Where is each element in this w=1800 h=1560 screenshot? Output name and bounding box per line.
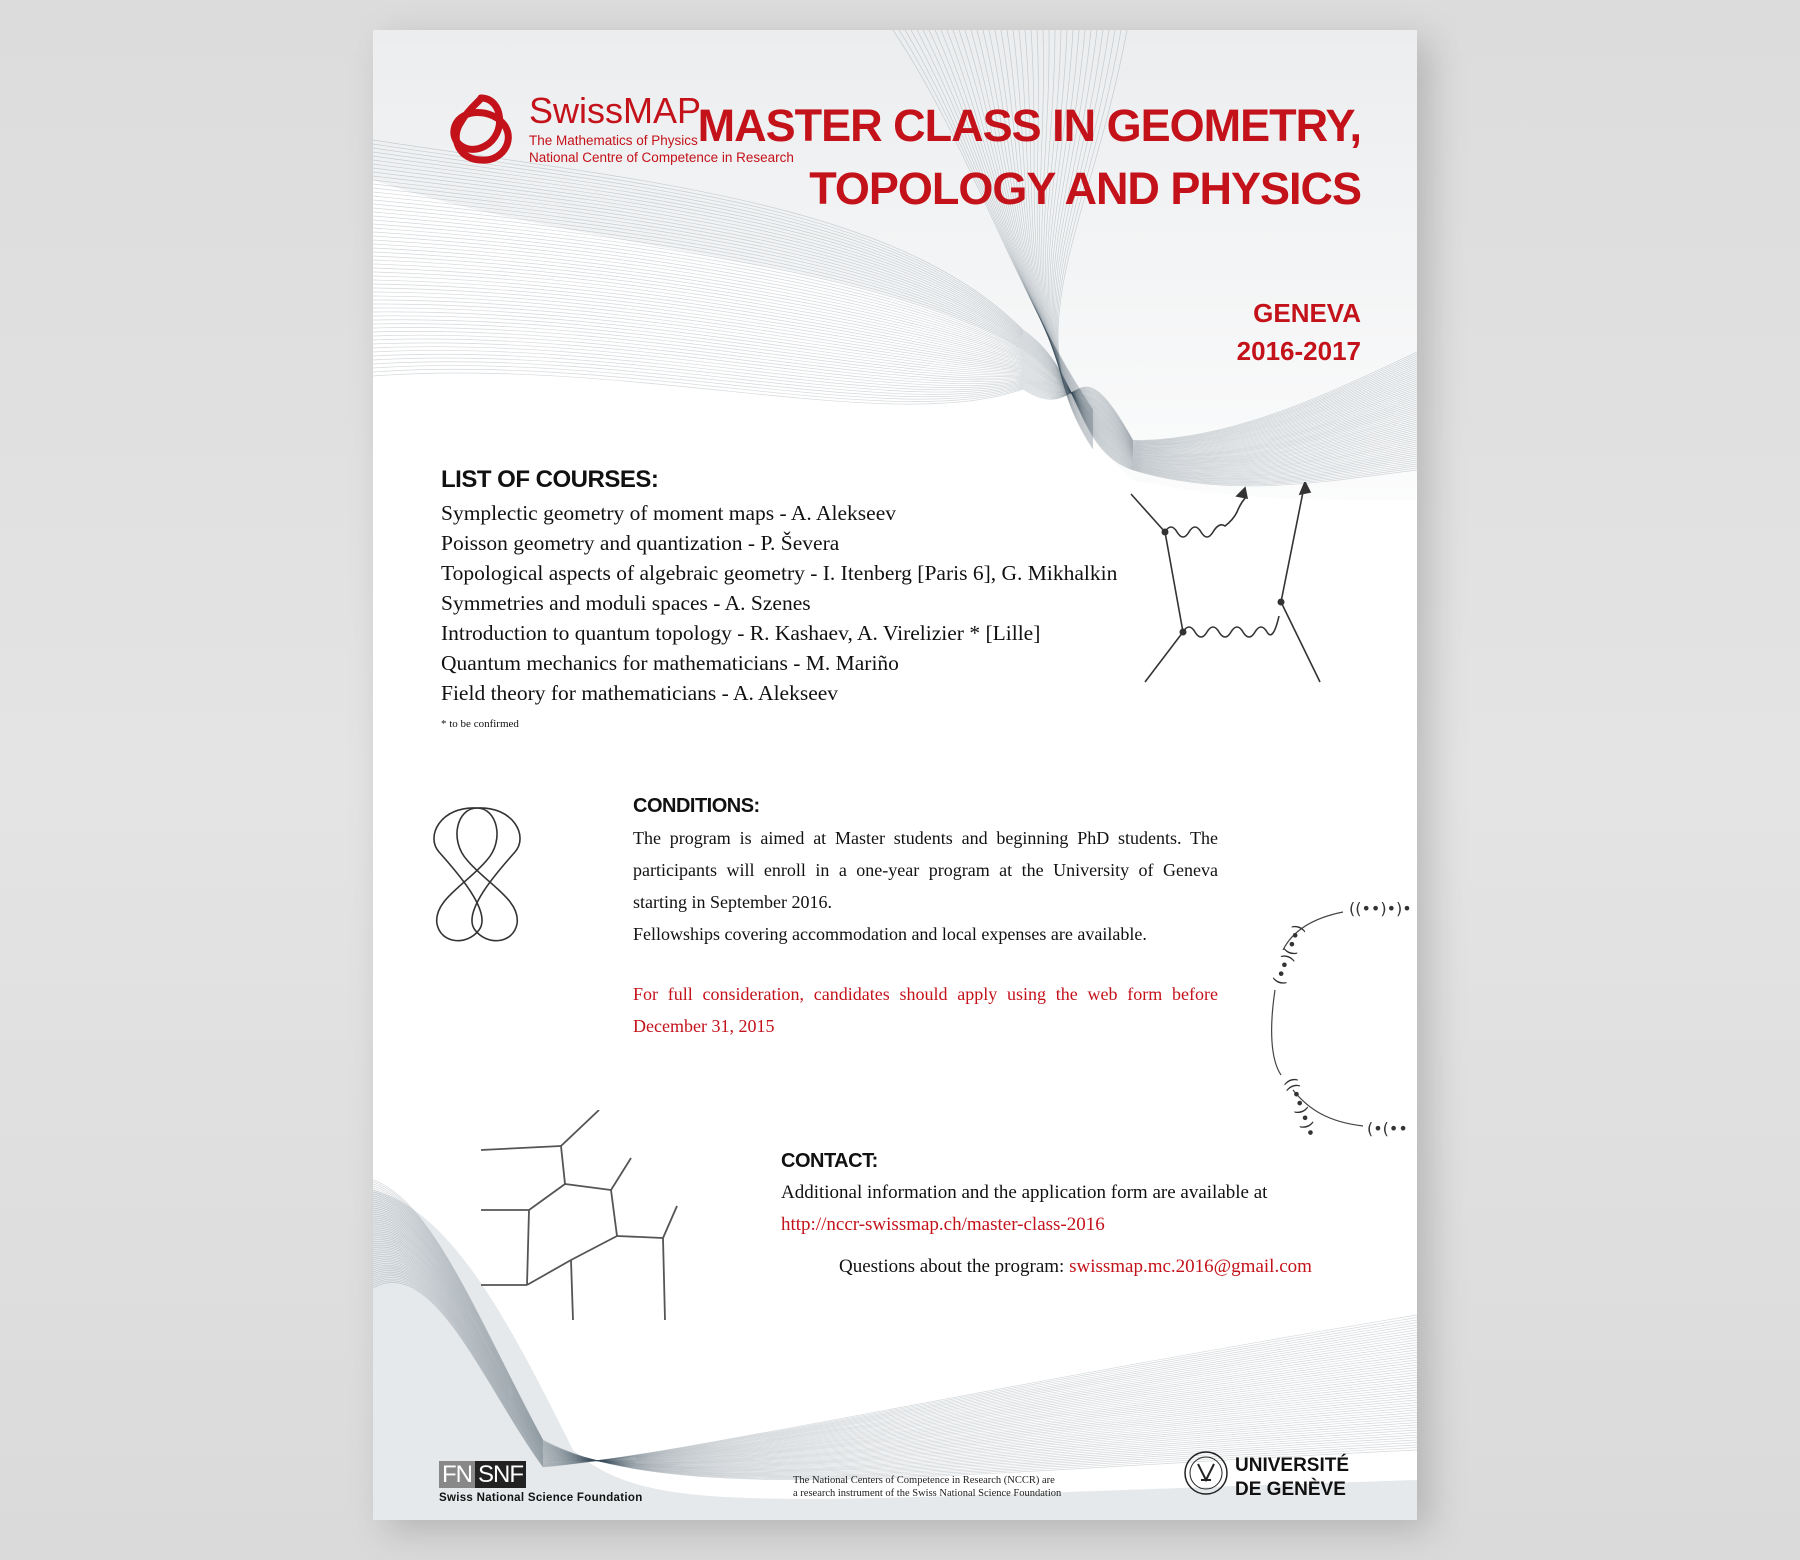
contact-email-link[interactable]: swissmap.mc.2016@gmail.com — [1069, 1256, 1312, 1277]
conditions-section — [633, 795, 1218, 1042]
university-seal-icon — [1183, 1450, 1229, 1496]
course-item: Topological aspects of algebraic geometry - I. Itenberg [Paris 6], G. Mikhalkin — [441, 561, 1118, 585]
courses-heading: LIST OF COURSES: — [441, 466, 659, 493]
title-line-1: MASTER CLASS IN GEOMETRY, — [697, 100, 1361, 151]
course-item: Introduction to quantum topology - R. Kashaev, A. Virelizier * [Lille] — [441, 621, 1041, 645]
course-item: Poisson geometry and quantization - P. Ševera — [441, 531, 840, 555]
conditions-paragraph-1: The program is aimed at Master students and beginning PhD students. The participants will enroll in a one-year program at the University of Geneva starting in September 2016. — [633, 828, 1218, 912]
org-name: SwissMAP — [529, 90, 702, 131]
course-item: Symplectic geometry of moment maps - A. Alekseev — [441, 501, 896, 525]
nccr-note — [793, 1474, 1063, 1500]
org-subtitle-1: The Mathematics of Physics — [529, 133, 698, 148]
location-dates — [1237, 294, 1361, 370]
contact-heading: CONTACT: — [781, 1150, 878, 1172]
course-item: Symmetries and moduli spaces - A. Szenes — [441, 591, 811, 615]
university-logo — [1183, 1450, 1350, 1501]
contact-section — [781, 1150, 1361, 1283]
nccr-note-line-1: The National Centers of Competence in Research (NCCR) are — [793, 1475, 1055, 1486]
nccr-note-line-2: a research instrument of the Swiss National Science Foundation — [793, 1488, 1062, 1499]
course-item: Quantum mechanics for mathematicians - M. Mariño — [441, 651, 899, 675]
city: GENEVA — [1253, 298, 1361, 328]
questions-line — [839, 1251, 1361, 1283]
courses-section — [441, 466, 1201, 730]
svg-text:((••)•)•: ((••)•)• — [1349, 899, 1412, 918]
knot-drawing — [417, 800, 537, 950]
contact-text: Additional information and the application form are available at — [781, 1182, 1268, 1203]
conditions-heading: CONDITIONS: — [633, 795, 760, 817]
university-line-2: DE GENÈVE — [1235, 1479, 1346, 1500]
courses-footnote: * to be confirmed — [441, 718, 519, 730]
university-line-1: UNIVERSITÉ — [1235, 1455, 1350, 1476]
foundation-name: Swiss National Science Foundation — [439, 1492, 643, 1504]
poster-title — [698, 94, 1361, 220]
snf-mark: SNF — [475, 1461, 526, 1488]
fn-mark: FN — [439, 1461, 475, 1488]
conditions-paragraph-2: Fellowships covering accommodation and local expenses are available. — [633, 924, 1147, 944]
course-item: Field theory for mathematicians - A. Alekseev — [441, 681, 839, 705]
poster — [373, 30, 1417, 1520]
svg-text:((••)•)•: ((••)•)• — [1281, 1074, 1321, 1140]
university-name — [1235, 1454, 1349, 1502]
snf-logo — [439, 1462, 643, 1504]
contact-url-link[interactable]: http://nccr-swissmap.ch/master-class-2016 — [781, 1214, 1105, 1235]
years: 2016-2017 — [1236, 336, 1361, 366]
org-subtitle-2: National Centre of Competence in Research — [529, 150, 794, 165]
svg-text:(•(••: (•(•• — [1367, 1119, 1408, 1138]
svg-text:(••)(••): (••)(••) — [1268, 921, 1309, 988]
trefoil-knot-logo — [441, 90, 521, 170]
tropical-curve-grid — [481, 1110, 681, 1330]
feynman-diagram — [1125, 482, 1325, 692]
questions-label: Questions about the program: — [839, 1256, 1065, 1277]
title-line-2: TOPOLOGY AND PHYSICS — [809, 163, 1361, 214]
dots-cycle-diagram — [1263, 890, 1413, 1140]
apply-deadline-note: For full consideration, candidates should apply using the web form before December 31, 2015 — [633, 984, 1218, 1036]
